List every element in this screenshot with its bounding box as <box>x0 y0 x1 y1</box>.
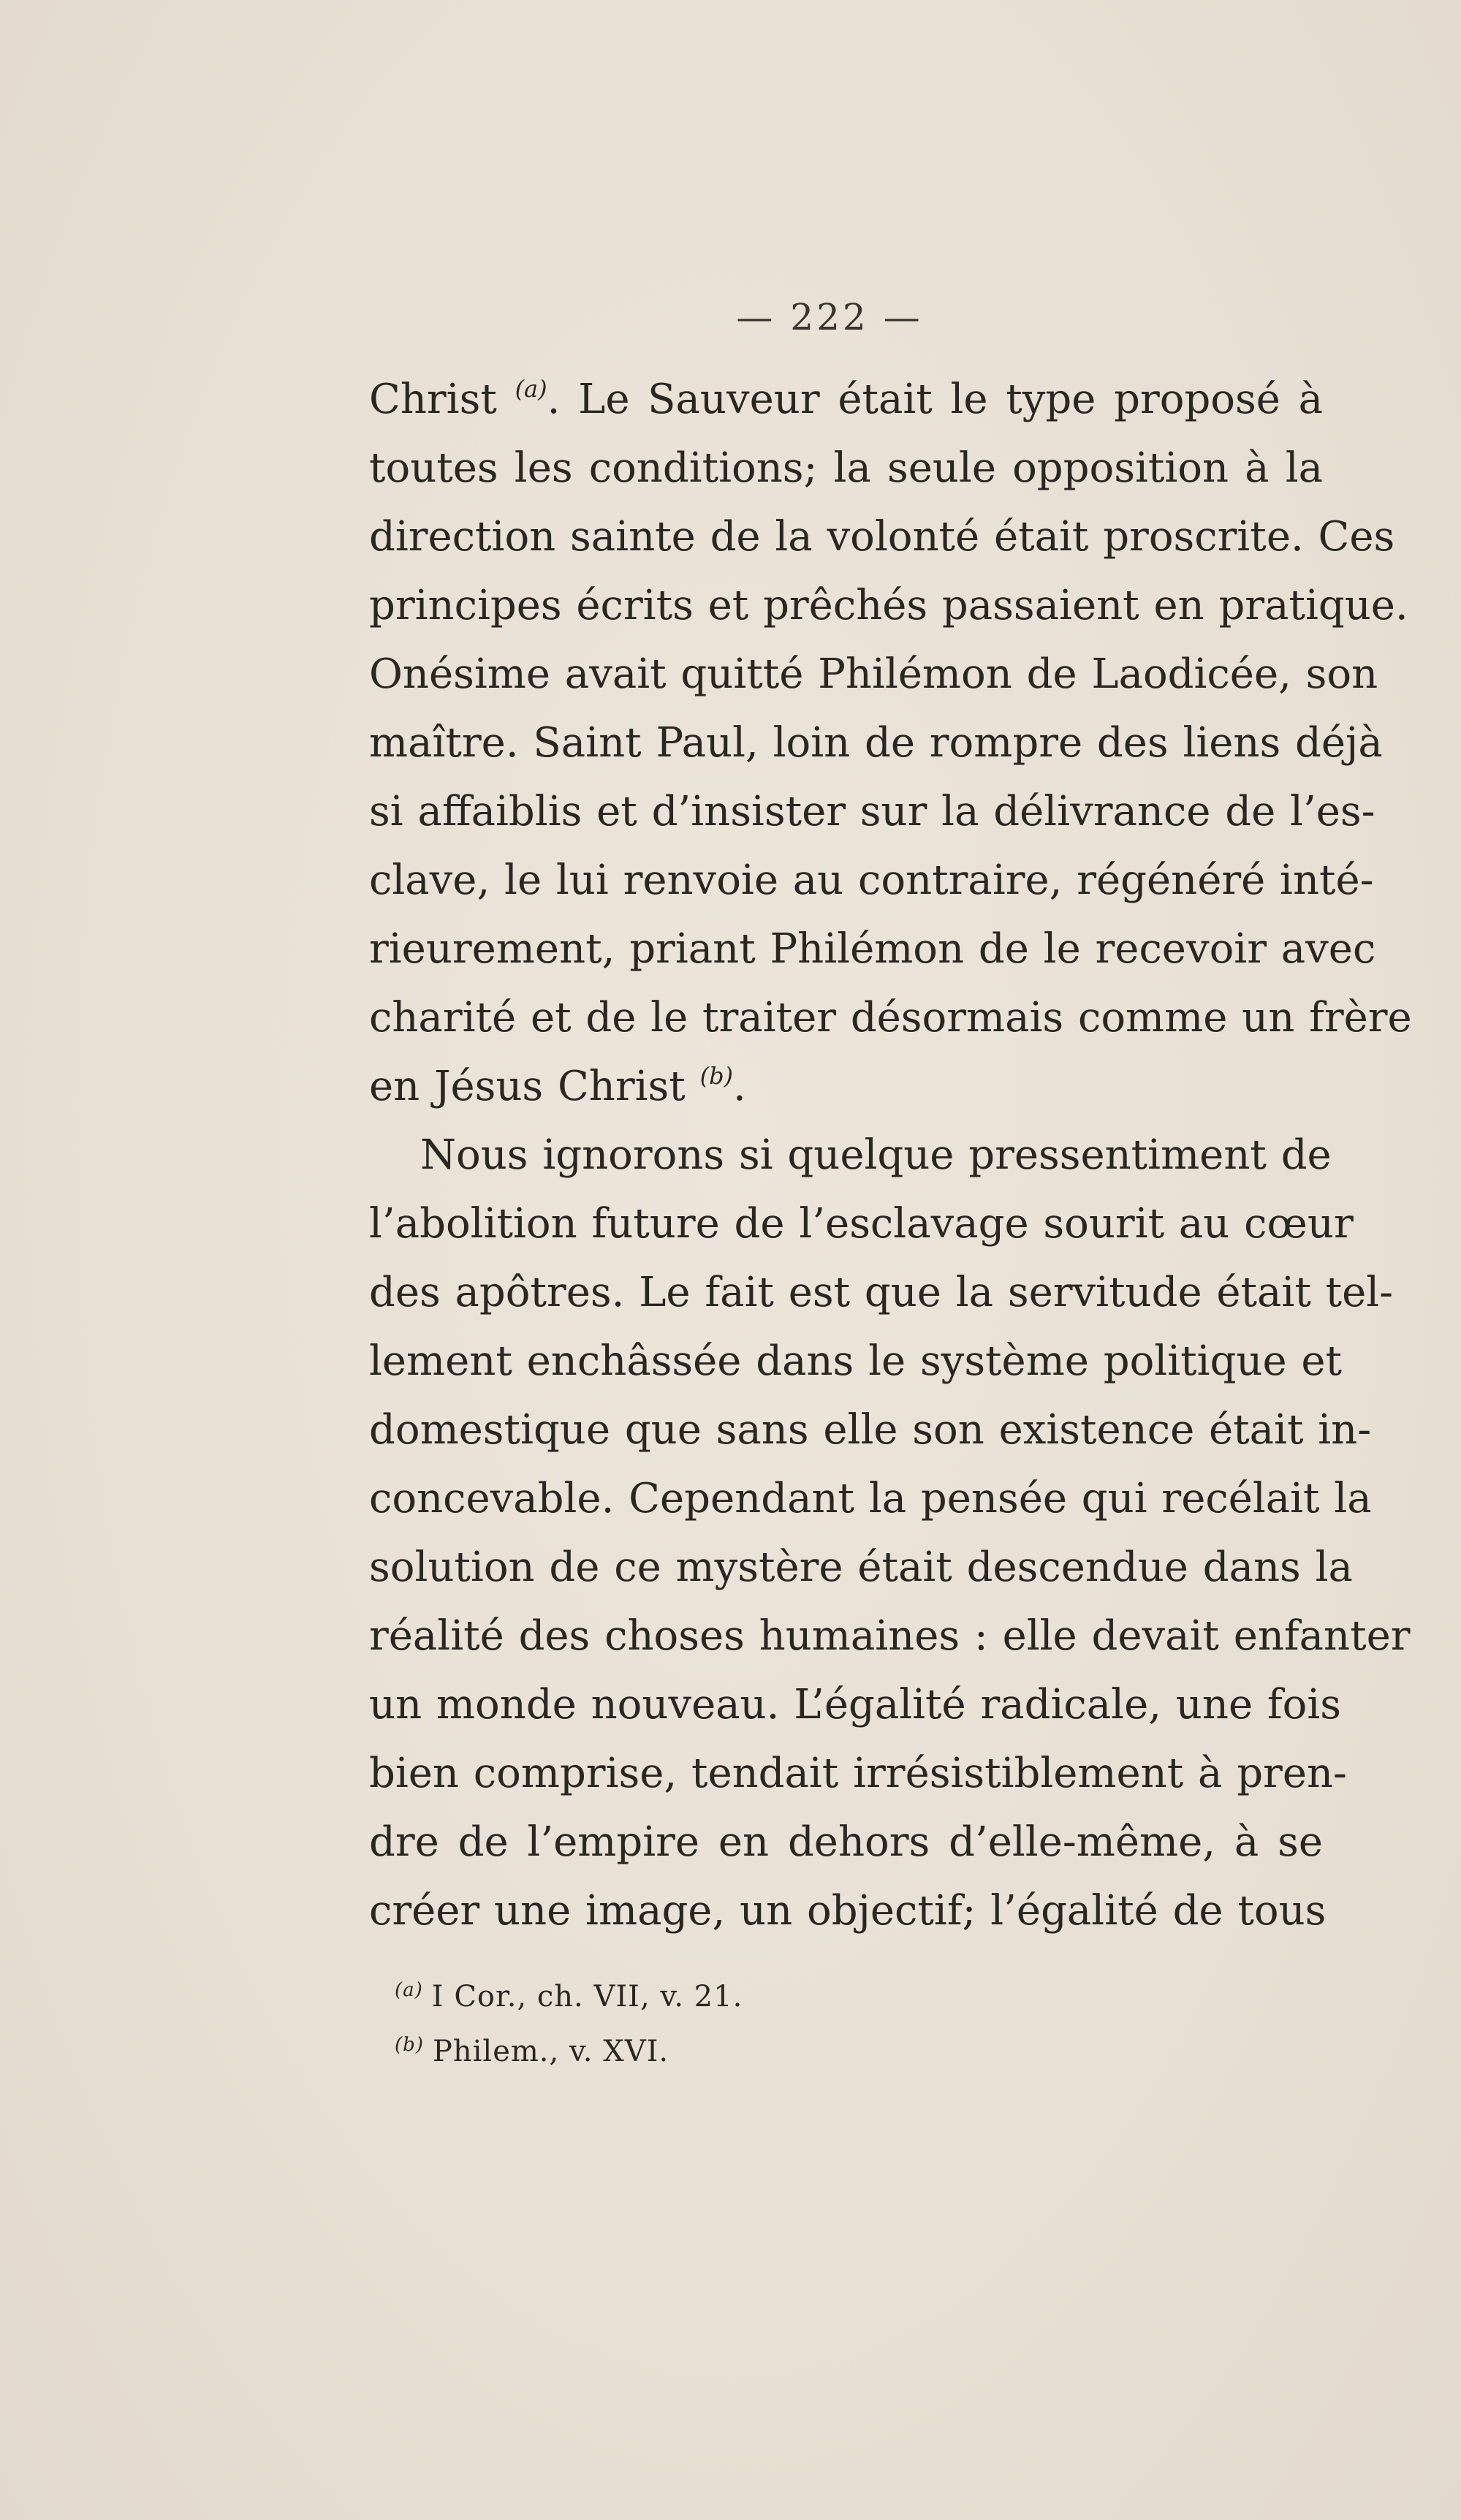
text-line: un monde nouveau. L’égalité radicale, une fois <box>369 1681 1341 1728</box>
line-text: . <box>733 1063 746 1110</box>
text-line: maître. Saint Paul, loin de rompre des liens déjà <box>369 719 1383 767</box>
text-line: toutes les conditions; la seule opposition à la <box>369 444 1323 492</box>
footnote-mark: (b) <box>395 2034 424 2056</box>
text-line: principes écrits et prêchés passaient en pratique. <box>369 582 1408 629</box>
text-line: Onésime avait quitté Philémon de Laodicée, son <box>369 650 1378 698</box>
text-line: clave, le lui renvoie au contraire, régénéré inté- <box>369 857 1374 904</box>
text-line: rieurement, priant Philémon de le recevoir avec <box>369 925 1376 973</box>
text-line: bien comprise, tendait irrésistiblement à pren- <box>369 1750 1347 1797</box>
line-text: Christ <box>369 376 515 423</box>
footnote-a <box>395 1966 1272 2021</box>
text-line: si affaiblis et d’insister sur la délivrance de l’es- <box>369 788 1375 835</box>
text-line: concevable. Cependant la pensée qui recélait la <box>369 1475 1372 1522</box>
text-line: domestique que sans elle son existence était in- <box>369 1406 1372 1454</box>
footnote-reference-b[interactable]: (b) <box>699 1062 734 1090</box>
line-text: . Le Sauveur était le type proposé à <box>547 376 1323 423</box>
line-text: en Jésus Christ <box>369 1063 700 1110</box>
text-line: charité et de le traiter désormais comme un frère <box>369 994 1412 1041</box>
text-line <box>369 365 1323 434</box>
footnote-mark: (a) <box>395 1979 423 2001</box>
text-line: l’abolition future de l’esclavage sourit au cœur <box>369 1200 1354 1248</box>
text-line: créer une image, un objectif; l’égalité de tous <box>369 1887 1327 1935</box>
text-line: lement enchâssée dans le système politique et <box>369 1337 1343 1385</box>
text-line: solution de ce mystère était descendue dans la <box>369 1544 1353 1591</box>
text-line: direction sainte de la volonté était proscrite. Ces <box>369 513 1395 561</box>
footnote-b <box>395 2021 1272 2076</box>
footnote-text: Philem., v. XVI. <box>432 2035 669 2068</box>
page-number: — 222 — <box>736 296 923 338</box>
body-text <box>369 365 1412 1946</box>
footnotes <box>395 1966 1272 2076</box>
text-line: dre de l’empire en dehors d’elle-même, à se <box>369 1818 1323 1866</box>
text-line: des apôtres. Le fait est que la servitude était tel- <box>369 1269 1394 1316</box>
paragraph-first-line: Nous ignorons si quelque pressentiment de <box>420 1131 1332 1179</box>
footnote-reference-a[interactable]: (a) <box>515 375 547 403</box>
footnote-text: I Cor., ch. VII, v. 21. <box>431 1980 743 2014</box>
text-line <box>369 1052 1323 1121</box>
text-line: réalité des choses humaines : elle devait enfanter <box>369 1612 1411 1660</box>
